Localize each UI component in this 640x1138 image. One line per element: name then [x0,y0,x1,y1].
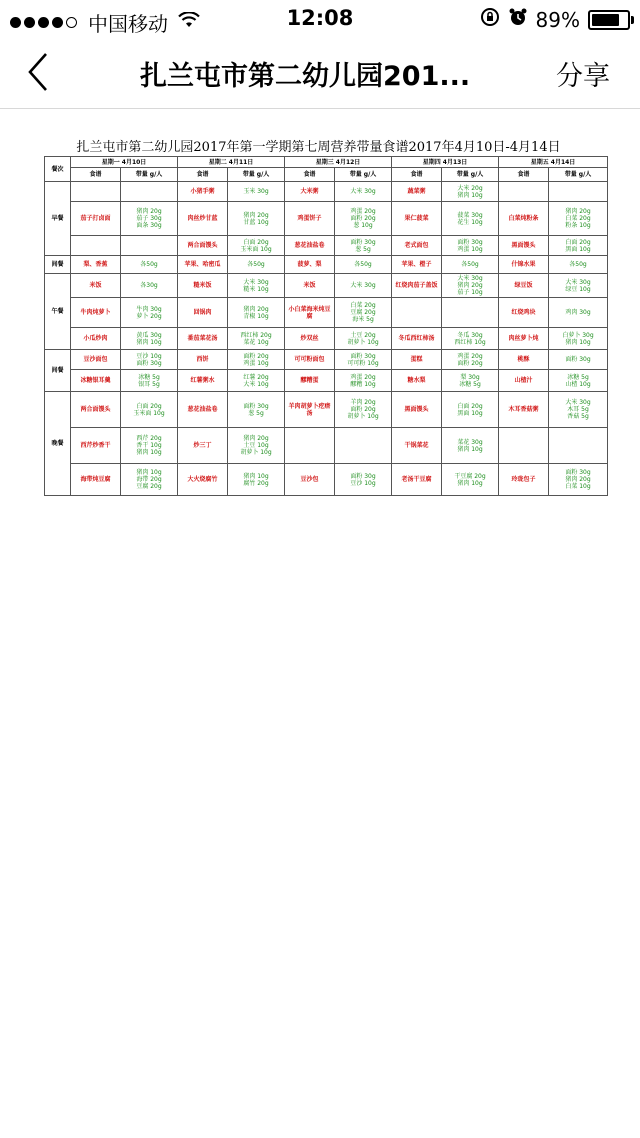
dish-cell: 红烧肉茄子盖饭 [392,274,442,298]
dish-cell: 醪糟蛋 [285,370,335,392]
amount-cell: 大米 30g 绿豆 10g [549,274,608,298]
dish-cell [392,298,442,328]
battery-fill [592,14,619,26]
amount-cell: 猪肉 20g 青椒 10g [228,298,285,328]
dish-cell: 蛋糕 [392,350,442,370]
amount-cell: 鸡蛋 20g 醪糟 10g [335,370,392,392]
meal-col-header: 餐次 [45,157,71,182]
dish-cell: 葱花油盐卷 [285,236,335,256]
dish-cell: 米饭 [285,274,335,298]
table-row [45,464,608,496]
alarm-icon [508,7,528,32]
amount-cell: 白萝卜 30g 猪肉 10g [549,328,608,350]
menu-document-image[interactable] [26,132,611,496]
dish-cell: 米饭 [71,274,121,298]
rotation-lock-icon [480,7,500,32]
day-header: 星期三 4月12日 [285,157,392,168]
table-row [45,157,608,168]
amount-cell [549,182,608,202]
dish-cell: 大米粥 [285,182,335,202]
dish-cell: 果仁菠菜 [392,202,442,236]
recipe-col-header: 食谱 [71,168,121,182]
dish-cell: 炒双丝 [285,328,335,350]
dish-cell: 山楂汁 [499,370,549,392]
amount-col-header: 带量 g/人 [442,168,499,182]
amount-cell: 冰糖 5g 银耳 5g [121,370,178,392]
amount-cell: 干豆腐 20g 猪肉 10g [442,464,499,496]
amount-cell: 鸡肉 30g [549,298,608,328]
page-title: 扎兰屯市第二幼儿园201... [140,61,471,92]
amount-cell: 西芹 20g 香干 10g 猪肉 10g [121,428,178,464]
amount-cell: 各50g [121,256,178,274]
amount-cell: 猪肉 20g 土豆 10g 胡萝卜 10g [228,428,285,464]
menu-table [44,156,608,496]
dish-cell: 海带炖豆腐 [71,464,121,496]
day-header: 星期四 4月13日 [392,157,499,168]
dish-cell: 肉丝炒甘蓝 [178,202,228,236]
amount-cell: 菜花 30g 猪肉 10g [442,428,499,464]
dish-cell: 黑面馒头 [499,236,549,256]
dish-cell: 肉丝萝卜炖 [499,328,549,350]
amount-cell: 面粉 30g 葱 5g [335,236,392,256]
dish-cell: 白菜炖粉条 [499,202,549,236]
amount-cell: 面粉 30g [549,350,608,370]
dish-cell: 大火烧腐竹 [178,464,228,496]
amount-cell: 鸡蛋 20g 面粉 20g [442,350,499,370]
table-row [45,428,608,464]
table-row [45,328,608,350]
status-bar [0,0,640,36]
amount-cell [121,182,178,202]
amount-cell: 黄瓜 30g 猪肉 10g [121,328,178,350]
dish-cell: 苹果、橙子 [392,256,442,274]
table-row [45,168,608,182]
dish-cell: 老汤干豆腐 [392,464,442,496]
table-row [45,274,608,298]
dish-cell: 什锦水果 [499,256,549,274]
amount-cell: 猪肉 20g 甘蓝 10g [228,202,285,236]
amount-cell: 鸡蛋 20g 面粉 20g 葱 10g [335,202,392,236]
dish-cell: 两合面馒头 [71,392,121,428]
amount-cell: 面粉 30g 豆沙 10g [335,464,392,496]
amount-cell: 各30g [121,274,178,298]
dish-cell: 玲珑包子 [499,464,549,496]
table-row [45,256,608,274]
amount-cell: 白面 20g 玉米面 10g [121,392,178,428]
dish-cell: 木耳香菇粥 [499,392,549,428]
battery-icon [588,10,630,30]
amount-cell: 西红柿 20g 菜花 10g [228,328,285,350]
amount-cell: 冰糖 5g 山楂 10g [549,370,608,392]
amount-cell: 面粉 30g 鸡蛋 10g [442,236,499,256]
table-row [45,298,608,328]
day-header: 星期一 4月10日 [71,157,178,168]
dish-cell: 黑面馒头 [392,392,442,428]
dish-cell: 回锅肉 [178,298,228,328]
dish-cell: 茄子打卤面 [71,202,121,236]
day-header: 星期二 4月11日 [178,157,285,168]
amount-col-header: 带量 g/人 [335,168,392,182]
recipe-col-header: 食谱 [499,168,549,182]
dish-cell: 可可粉面包 [285,350,335,370]
dish-cell: 两合面馒头 [178,236,228,256]
amount-cell [549,428,608,464]
dish-cell: 炒三丁 [178,428,228,464]
amount-cell: 白面 20g 黑面 10g [549,236,608,256]
dish-cell: 绿豆饭 [499,274,549,298]
amount-cell: 猪肉 10g 腐竹 20g [228,464,285,496]
amount-cell: 菠菜 30g 花生 10g [442,202,499,236]
dish-cell: 豆沙包 [285,464,335,496]
table-row [45,182,608,202]
meal-label: 间餐 [45,350,71,392]
amount-cell: 豆沙 10g 面粉 30g [121,350,178,370]
amount-cell: 大米 30g 木耳 5g 香菇 5g [549,392,608,428]
amount-cell: 大米 30g [335,182,392,202]
amount-col-header: 带量 g/人 [228,168,285,182]
dish-cell: 番茄菜花汤 [178,328,228,350]
amount-cell: 大米 30g [335,274,392,298]
dish-cell: 糖水梨 [392,370,442,392]
amount-cell: 猪肉 10g 海带 20g 豆腐 20g [121,464,178,496]
battery-percent: 89% [535,7,580,32]
share-button[interactable]: 分享 [556,61,610,92]
amount-cell: 面粉 30g 猪肉 20g 白菜 10g [549,464,608,496]
amount-cell: 玉米 30g [228,182,285,202]
dish-cell: 蔬菜粥 [392,182,442,202]
dish-cell [499,428,549,464]
amount-cell: 牛肉 30g 萝卜 20g [121,298,178,328]
recipe-col-header: 食谱 [178,168,228,182]
amount-cell: 白面 20g 黑面 10g [442,392,499,428]
battery-tip [631,16,634,24]
amount-cell: 红薯 20g 大米 10g [228,370,285,392]
amount-cell: 土豆 20g 胡萝卜 10g [335,328,392,350]
amount-cell [121,236,178,256]
amount-col-header: 带量 g/人 [549,168,608,182]
amount-col-header: 带量 g/人 [121,168,178,182]
dish-cell: 鸡蛋饼子 [285,202,335,236]
amount-cell [442,298,499,328]
meal-label: 午餐 [45,274,71,350]
dish-cell: 红薯粥水 [178,370,228,392]
dish-cell: 羊肉胡萝卜疙瘩汤 [285,392,335,428]
dish-cell [285,428,335,464]
dish-cell: 豆沙面包 [71,350,121,370]
amount-cell: 白菜 20g 豆腐 20g 海米 5g [335,298,392,328]
dish-cell [71,182,121,202]
amount-cell: 猪肉 20g 茄子 30g 面条 30g [121,202,178,236]
amount-cell: 梨 30g 冰糖 5g [442,370,499,392]
amount-cell: 羊肉 20g 面粉 20g 胡萝卜 10g [335,392,392,428]
meal-label: 间餐 [45,256,71,274]
amount-cell: 面粉 30g 葱 5g [228,392,285,428]
dish-cell: 桃酥 [499,350,549,370]
carrier-name: 中国移动 [88,12,168,36]
nav-bar [0,36,640,109]
dish-cell: 梨、香蕉 [71,256,121,274]
amount-cell: 白面 20g 玉米面 10g [228,236,285,256]
meal-label: 晚餐 [45,392,71,496]
dish-cell: 冬瓜西红柿汤 [392,328,442,350]
amount-cell: 面粉 30g 可可粉 10g [335,350,392,370]
amount-cell: 各50g [549,256,608,274]
dish-cell: 西饼 [178,350,228,370]
amount-cell: 各50g [335,256,392,274]
dish-cell: 苹果、哈密瓜 [178,256,228,274]
table-row [45,392,608,428]
dish-cell: 冰糖银耳羹 [71,370,121,392]
dish-cell: 葱花油盐卷 [178,392,228,428]
amount-cell: 面粉 20g 鸡蛋 10g [228,350,285,370]
status-right [472,7,630,32]
table-row [45,370,608,392]
meal-label: 早餐 [45,182,71,256]
amount-cell: 各50g [228,256,285,274]
amount-cell: 冬瓜 30g 西红柿 10g [442,328,499,350]
dish-cell [499,182,549,202]
amount-cell: 猪肉 20g 白菜 20g 粉条 10g [549,202,608,236]
amount-cell: 大米 20g 猪肉 10g [442,182,499,202]
back-button[interactable] [22,50,62,94]
dish-cell: 干锅菜花 [392,428,442,464]
day-header: 星期五 4月14日 [499,157,608,168]
dish-cell: 小瓜炒肉 [71,328,121,350]
dish-cell: 牛肉炖萝卜 [71,298,121,328]
table-row [45,202,608,236]
recipe-col-header: 食谱 [392,168,442,182]
amount-cell: 大米 30g 糙米 10g [228,274,285,298]
recipe-col-header: 食谱 [285,168,335,182]
amount-cell: 大米 30g 猪肉 20g 茄子 10g [442,274,499,298]
dish-cell: 西芹炒香干 [71,428,121,464]
document-title: 扎兰屯市第二幼儿园2017年第一学期第七周营养带量食谱2017年4月10日-4月14日 [76,140,561,155]
table-row [45,350,608,370]
table-row [45,236,608,256]
dish-cell: 菠萝、梨 [285,256,335,274]
chevron-left-icon [22,50,62,94]
dish-cell: 老式面包 [392,236,442,256]
dish-cell: 糙米饭 [178,274,228,298]
dish-cell: 小白菜海米炖豆腐 [285,298,335,328]
dish-cell [71,236,121,256]
dish-cell: 红烧鸡块 [499,298,549,328]
dish-cell: 小猪手粥 [178,182,228,202]
amount-cell: 各50g [442,256,499,274]
status-time: 12:08 [286,6,354,30]
amount-cell [335,428,392,464]
